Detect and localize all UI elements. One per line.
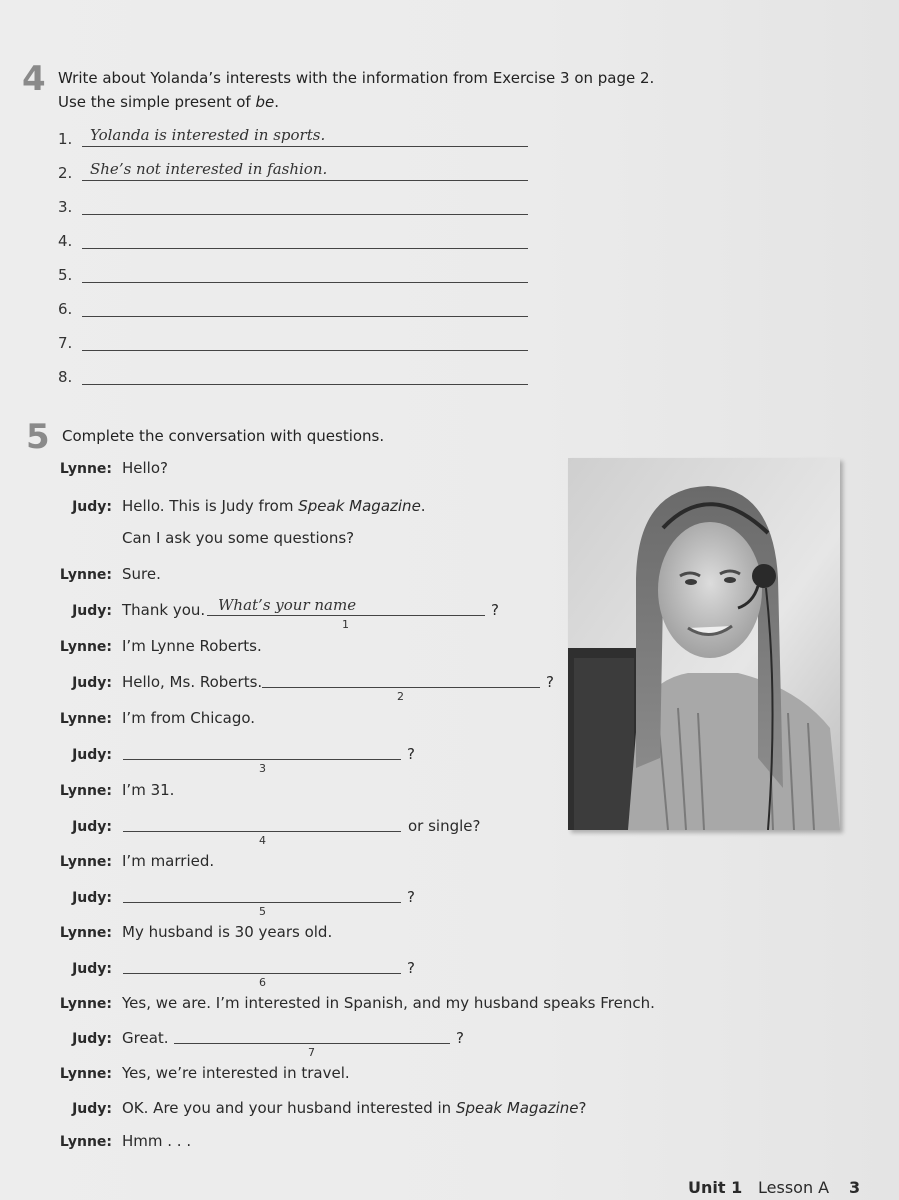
exercise-4-item-7 (58, 328, 528, 354)
answer-line[interactable] (82, 180, 528, 181)
line-end-text: ? (407, 888, 415, 906)
blank-number: 5 (259, 905, 266, 918)
item-number: 7. (58, 334, 73, 352)
speaker-label: Judy: (72, 747, 112, 763)
speaker-label: Lynne: (59, 996, 112, 1012)
exercise-4-item-5 (58, 260, 528, 286)
exercise-4-item-6 (58, 294, 528, 320)
line-text: Can I ask you some questions? (122, 529, 355, 547)
line-text (122, 1099, 586, 1117)
answer-blank-5[interactable] (123, 901, 401, 903)
footer-lesson: Lesson A (758, 1178, 830, 1197)
conversation-line (0, 1022, 899, 1059)
exercise-5-instruction: Complete the conversation with questions. (62, 427, 385, 445)
exercise-4-instruction-line2 (58, 90, 654, 114)
speaker-label: Lynne: (59, 783, 112, 799)
photo-woman-headset-icon (568, 458, 840, 830)
speaker-label: Judy: (72, 819, 112, 835)
speaker-label: Judy: (72, 499, 112, 515)
line-text: Thank you. (122, 601, 206, 619)
speaker-label: Lynne: (59, 567, 112, 583)
blank-number: 1 (342, 618, 349, 631)
instruction-text: . (274, 93, 279, 111)
line-end-text: ? (407, 745, 415, 763)
conversation-line (0, 1125, 899, 1155)
answer-line[interactable] (82, 350, 528, 351)
item-number: 8. (58, 368, 73, 386)
answer-line[interactable] (82, 214, 528, 215)
blank-number: 3 (259, 762, 266, 775)
speaker-label: Lynne: (59, 1134, 112, 1150)
instruction-italic: be (255, 93, 275, 111)
speaker-label: Lynne: (59, 639, 112, 655)
line-text: Hello? (122, 459, 168, 477)
line-end-text: ? (456, 1029, 464, 1047)
speaker-label: Lynne: (59, 854, 112, 870)
footer-unit: Unit 1 (688, 1178, 743, 1197)
speaker-label: Lynne: (59, 461, 112, 477)
speaker-label: Judy: (72, 675, 112, 691)
magazine-title: Speak Magazine (298, 497, 421, 515)
page-number: 3 (849, 1178, 861, 1197)
item-number: 2. (58, 164, 73, 182)
line-text (122, 497, 426, 515)
speaker-label: Judy: (72, 1101, 112, 1117)
exercise-4-item-3 (58, 192, 528, 218)
line-text: Sure. (122, 565, 161, 583)
line-text: Hmm . . . (122, 1132, 192, 1150)
conversation-line (0, 1057, 899, 1087)
handwritten-answer: She’s not interested in fashion. (90, 160, 328, 178)
line-text: I’m Lynne Roberts. (122, 637, 262, 655)
conversation-line (0, 881, 899, 918)
line-end-text: ? (407, 959, 415, 977)
line-text: My husband is 30 years old. (122, 923, 333, 941)
conversation-line (0, 987, 899, 1017)
exercise-4-item-4 (58, 226, 528, 252)
answer-line[interactable] (82, 248, 528, 249)
item-number: 6. (58, 300, 73, 318)
speaker-label: Judy: (72, 890, 112, 906)
line-text-part: ? (578, 1099, 587, 1117)
blank-number: 6 (259, 976, 266, 989)
line-text-part: OK. Are you and your husband interested in (122, 1099, 456, 1117)
line-text: I’m married. (122, 852, 215, 870)
exercise-4-item-2 (58, 158, 528, 184)
conversation-line (0, 916, 899, 946)
speaker-label: Lynne: (59, 925, 112, 941)
blank-number: 4 (259, 834, 266, 847)
answer-line[interactable] (82, 316, 528, 317)
line-text: Great. (122, 1029, 169, 1047)
speaker-label: Lynne: (59, 1066, 112, 1082)
handwritten-answer: Yolanda is interested in sports. (90, 126, 326, 144)
answer-line[interactable] (82, 384, 528, 385)
answer-blank-4[interactable] (123, 830, 401, 832)
conversation-line (0, 845, 899, 875)
exercise-4-item-8 (58, 362, 528, 388)
exercise-4-instruction (58, 66, 654, 114)
woman-with-headset-photo (568, 458, 840, 830)
exercise-4-instruction-line1: Write about Yolanda’s interests with the information from Exercise 3 on page 2. (58, 69, 655, 87)
speaker-label: Judy: (72, 1031, 112, 1047)
speaker-label: Judy: (72, 961, 112, 977)
exercise-5-number: 5 (26, 417, 50, 457)
answer-line[interactable] (82, 282, 528, 283)
line-end-text: ? (546, 673, 554, 691)
line-text: Yes, we are. I’m interested in Spanish, and my husband speaks French. (122, 994, 655, 1012)
line-text: I’m from Chicago. (122, 709, 256, 727)
conversation-line (0, 952, 899, 989)
answer-blank-3[interactable] (123, 758, 401, 760)
line-text-part: Hello. This is Judy from (122, 497, 299, 515)
blank-number: 7 (308, 1046, 315, 1059)
instruction-text: Use the simple present of (58, 93, 256, 111)
line-end-text: ? (491, 601, 499, 619)
answer-blank-2[interactable] (262, 686, 540, 688)
item-number: 3. (58, 198, 73, 216)
answer-line[interactable] (82, 146, 528, 147)
speaker-label: Lynne: (59, 711, 112, 727)
exercise-4-item-1 (58, 124, 528, 150)
item-number: 1. (58, 130, 73, 148)
line-text: Yes, we’re interested in travel. (122, 1064, 350, 1082)
line-text: Hello, Ms. Roberts. (122, 673, 263, 691)
line-text-part: . (420, 497, 426, 515)
exercise-4-number: 4 (22, 59, 46, 99)
line-end-text: or single? (408, 817, 481, 835)
answer-blank-7[interactable] (174, 1042, 450, 1044)
item-number: 4. (58, 232, 73, 250)
line-text: I’m 31. (122, 781, 175, 799)
speaker-label: Judy: (72, 603, 112, 619)
conversation-line (0, 1092, 899, 1122)
magazine-title: Speak Magazine (455, 1099, 579, 1117)
answer-blank-6[interactable] (123, 972, 401, 974)
handwritten-answer: What’s your name (218, 596, 357, 614)
blank-number: 2 (397, 690, 404, 703)
item-number: 5. (58, 266, 73, 284)
answer-blank-1[interactable] (207, 614, 485, 616)
